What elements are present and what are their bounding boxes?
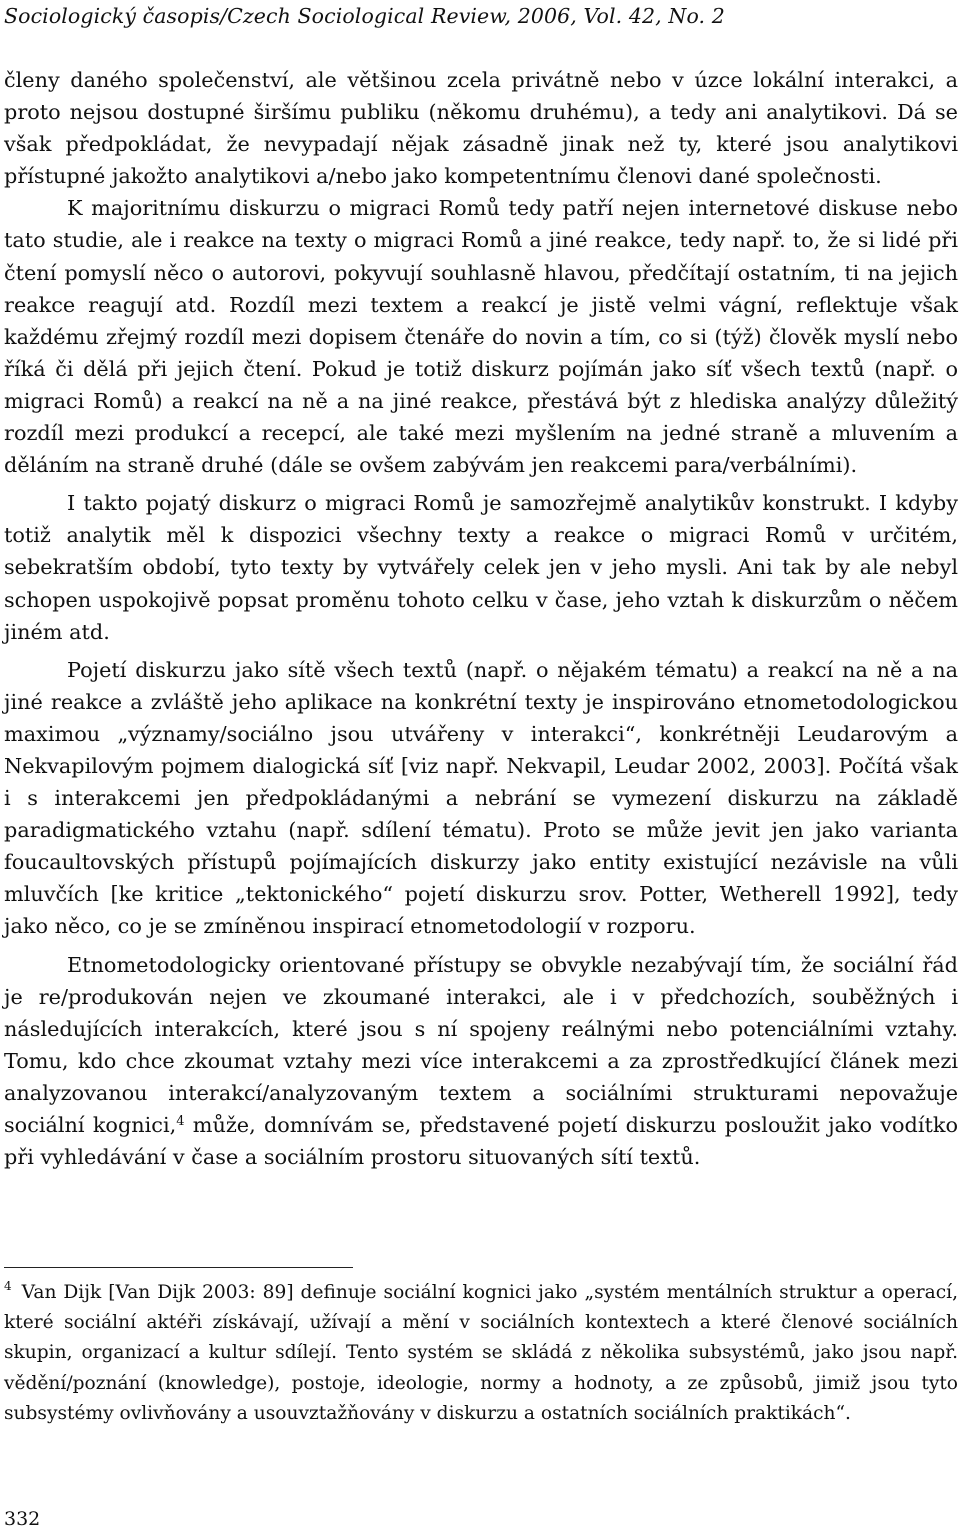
paragraph-3: I takto pojatý diskurz o migraci Romů je samozřejmě analytikův konstrukt. I kdyby totiž analytik měl k dispozici všechny texty a reakce o migraci Romů v určitém, sebekratším období, tyto texty by vytvářely celek jen v jeho mysli. Ani tak by ale nebyl schopen uspokojivě popsat proměnu tohoto celku v čase, jeho vztah k diskurzům o něčem jiném atd. [4, 491, 958, 644]
paragraph-5-text: Etnometodologicky orientované přístupy se obvykle nezabývají tím, že sociální řád je re/produkován nejen ve zkoumané interakci, ale i v předchozích, souběžných i následujících interakcích, které jsou s ní spojeny reálnými nebo potenciálními vztahy. Tomu, kdo chce zkoumat vztahy mezi více interakcemi a za zprostředkující článek mezi analyzovanou interakcí/analyzovaným textem a sociálními strukturami nepovažuje sociální kognici, [4, 952, 958, 1137]
footnote-mark: 4 [4, 1279, 12, 1293]
paragraph-5-tail: může, domnívám se, představené pojetí diskurzu posloužit jako vodítko při vyhledávání v čase a sociálním prostoru situovaných sítí textů. [4, 1113, 958, 1170]
paragraph-4: Pojetí diskurzu jako sítě všech textů (např. o nějakém tématu) a reakcí na ně a na jiné reakce a zvláště jeho aplikace na konkrétní texty je inspirováno etnometodologickou maximou „významy/sociálno jsou utvářeny v interakci“, konkrétněji Leudarovým a Nekvapilovým pojmem dialogická síť [viz např. Nekvapil, Leudar 2002, 2003]. Počítá však i s interakcemi jen předpokládanými a nebrání se vymezení diskurzu na základě paradigmatického vztahu (např. sdílení tématu). Proto se může jevit jen jako varianta foucaultovských přístupů pojímajících diskurzy jako entity existující nezávisle na vůli mluvčích [ke kritice „tektonického“ pojetí diskurzu srov. Potter, Wetherell 1992], tedy jako něco, co je se zmíněnou inspirací etnometodologií v rozporu. [4, 657, 958, 939]
paragraph-2: K majoritnímu diskurzu o migraci Romů tedy patří nejen internetové diskuse nebo tato studie, ale i reakce na texty o migraci Romů a jiné reakce, tedy např. to, že si lidé při čtení pomyslí něco o autorovi, pokyvují souhlasně hlavou, předčítají ostatním, ti na jejich reakce reagují atd. Rozdíl mezi textem a reakcí je jistě velmi vágní, reflektuje však každému zřejmý rozdíl mezi dopisem čtenáře do novin a tím, co si (týž) člověk myslí nebo říká či dělá při jejich čtení. Pokud je totiž diskurz pojímán jako síť všech textů (např. o migraci Romů) a reakcí na ně a na jiné reakce, přestává být z hlediska analýzy důležitý rozdíl mezi produkcí a recepcí, ale také mezi myšlením na jedné straně a mluvením a děláním na straně druhé (dále se ovšem zabývám jen reakcemi para/verbálními). [4, 196, 958, 478]
footnote-reference[interactable]: 4 [176, 1114, 185, 1129]
article-body [4, 64, 958, 1173]
footnote [4, 1278, 958, 1429]
running-header: Sociologický časopis/Czech Sociological Review, 2006, Vol. 42, No. 2 [4, 4, 725, 28]
paragraph-1: členy daného společenství, ale většinou zcela privátně nebo v úzce lokální interakci, a proto nejsou dostupné širšímu publiku (někomu druhému), a tedy ani analytikovi. Dá se však předpokládat, že nevypadají nějak zásadně jinak než ty, které jsou analytikovi přístupné jakožto analytikovi a/nebo jako kompetentnímu členovi dané společnosti. [4, 68, 958, 189]
footnote-separator [4, 1267, 353, 1268]
footnote-text: Van Dijk [Van Dijk 2003: 89] definuje sociální kognici jako „systém mentálních struktur a operací, které sociální aktéři získávají, užívají a mění v sociálních kontextech a které členové sociálních skupin, organizací a kultur sdílejí. Tento systém se skládá z několika subsystémů, jako jsou např. vědění/poznání (knowledge), postoje, ideologie, normy a hodnoty, a ze způsobů, jimiž jsou tyto subsystémy ovlivňovány a usouvztažňovány v diskurzu a ostatních sociálních praktikách“. [4, 1282, 958, 1424]
paragraph-5 [4, 949, 958, 1174]
page-number: 332 [4, 1508, 41, 1530]
